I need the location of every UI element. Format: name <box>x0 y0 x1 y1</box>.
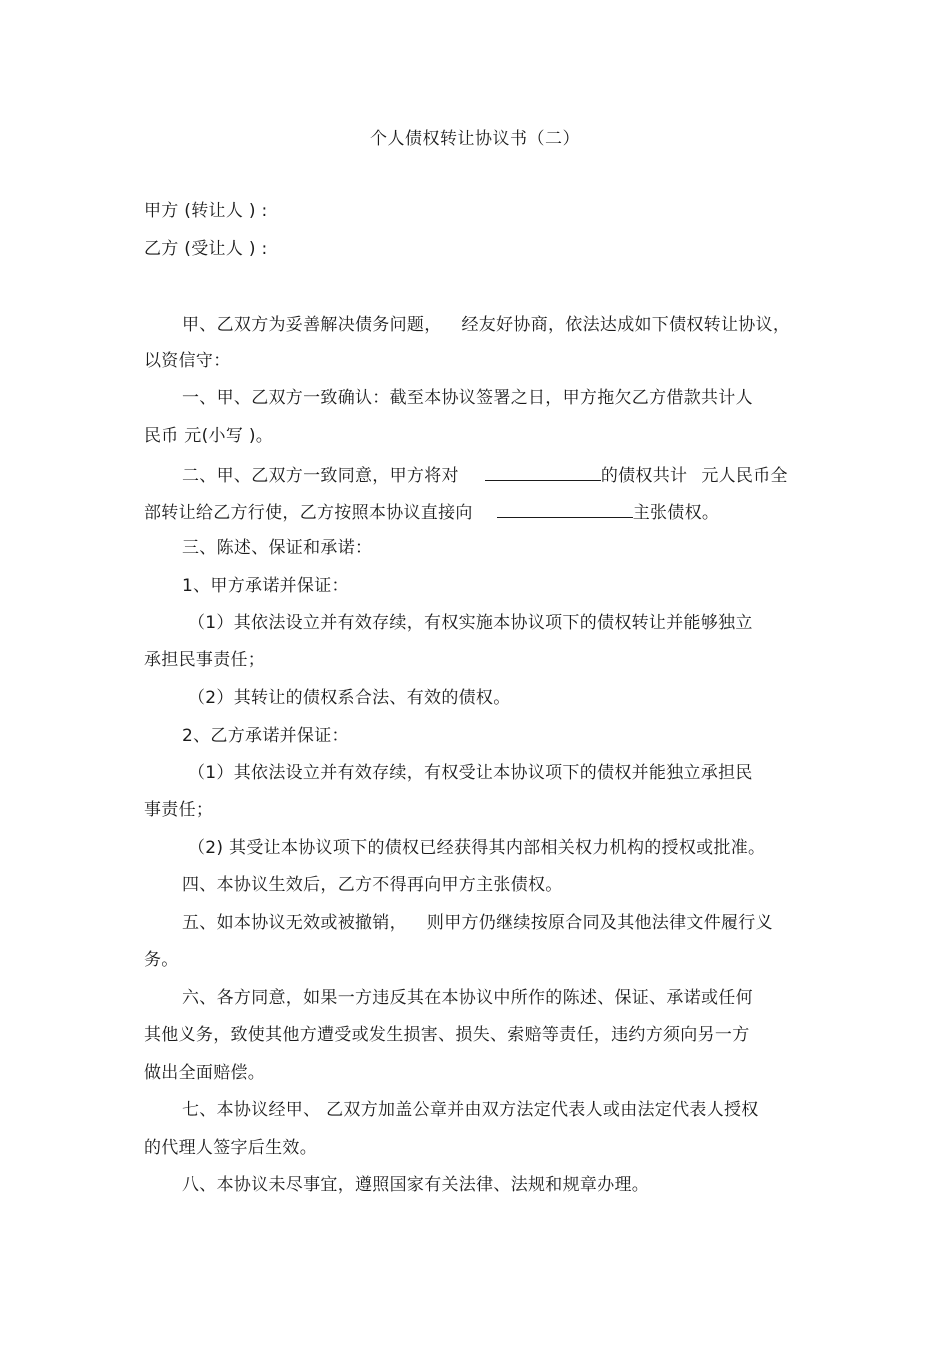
clause-2-line-2 <box>144 499 719 524</box>
clause-1-line-2: 民币 元(小写 )。 <box>144 426 274 446</box>
clause-2-text-b: 的债权共计 <box>600 466 688 486</box>
clause-2-text-d: 部转让给乙方行使，乙方按照本协议直接向 <box>144 503 473 523</box>
party-b-line: 乙方 (受让人 ) : <box>144 239 268 259</box>
clause-6-line-1: 六、各方同意，如果一方违反其在本协议中所作的陈述、保证、承诺或任何 <box>182 988 753 1008</box>
clause-4: 四、本协议生效后，乙方不得再向甲方主张债权。 <box>182 875 563 895</box>
clause-5-line-2: 务。 <box>144 950 179 970</box>
clause-2-text-e: 主张债权。 <box>632 503 720 523</box>
clause-5-text-b: 则甲方仍继续按原合同及其他法律文件履行义 <box>426 913 773 933</box>
clause-3-b1-line-1: （1）其依法设立并有效存续，有权受让本协议项下的债权并能独立承担民 <box>188 763 753 783</box>
clause-5-text-a: 五、如本协议无效或被撤销， <box>182 913 407 933</box>
party-a-line: 甲方 (转让人 ) : <box>144 201 268 221</box>
clause-8: 八、本协议未尽事宜，遵照国家有关法律、法规和规章办理。 <box>182 1175 650 1195</box>
clause-1-line-1: 一、甲、乙双方一致确认：截至本协议签署之日，甲方拖欠乙方借款共计人 <box>182 388 753 408</box>
clause-7-line-1: 七、本协议经甲、 乙双方加盖公章并由双方法定代表人或由法定代表人授权 <box>182 1100 759 1120</box>
clause-3-b1-line-2: 事责任； <box>144 800 214 820</box>
clause-3-b-heading: 2、乙方承诺并保证： <box>182 726 349 746</box>
clause-3-heading: 三、陈述、保证和承诺： <box>182 538 373 558</box>
clause-6-line-3: 做出全面赔偿。 <box>144 1063 266 1083</box>
claim-target-blank <box>497 499 633 518</box>
document-title: 个人债权转让协议书（二） <box>370 129 580 149</box>
clause-6-line-2: 其他义务，致使其他方遭受或发生损害、损失、索赔等责任，违约方须向另一方 <box>144 1025 750 1045</box>
preamble-line-1 <box>182 314 790 336</box>
debtor-blank <box>485 462 601 481</box>
preamble-text-b: 经友好协商，依法达成如下债权转让协议， <box>461 315 791 335</box>
clause-3-a1-line-2: 承担民事责任； <box>144 650 266 670</box>
clause-2-line-1 <box>182 462 788 487</box>
preamble-text-a: 甲、乙双方为妥善解决债务问题， <box>182 315 442 335</box>
clause-2-text-c: 元人民币全 <box>701 466 788 486</box>
preamble-line-2: 以资信守： <box>144 351 231 371</box>
clause-3-a1-line-1: （1）其依法设立并有效存续，有权实施本协议项下的债权转让并能够独立 <box>188 613 753 633</box>
clause-7-line-2: 的代理人签字后生效。 <box>144 1138 317 1158</box>
clause-3-a-heading: 1、甲方承诺并保证： <box>182 576 349 596</box>
clause-5-line-1 <box>182 912 773 934</box>
clause-3-a2: （2）其转让的债权系合法、有效的债权。 <box>188 688 511 708</box>
clause-3-b2: （2) 其受让本协议项下的债权已经获得其内部相关权力机构的授权或批准。 <box>188 838 766 858</box>
clause-2-text-a: 二、甲、乙双方一致同意，甲方将对 <box>182 466 459 486</box>
